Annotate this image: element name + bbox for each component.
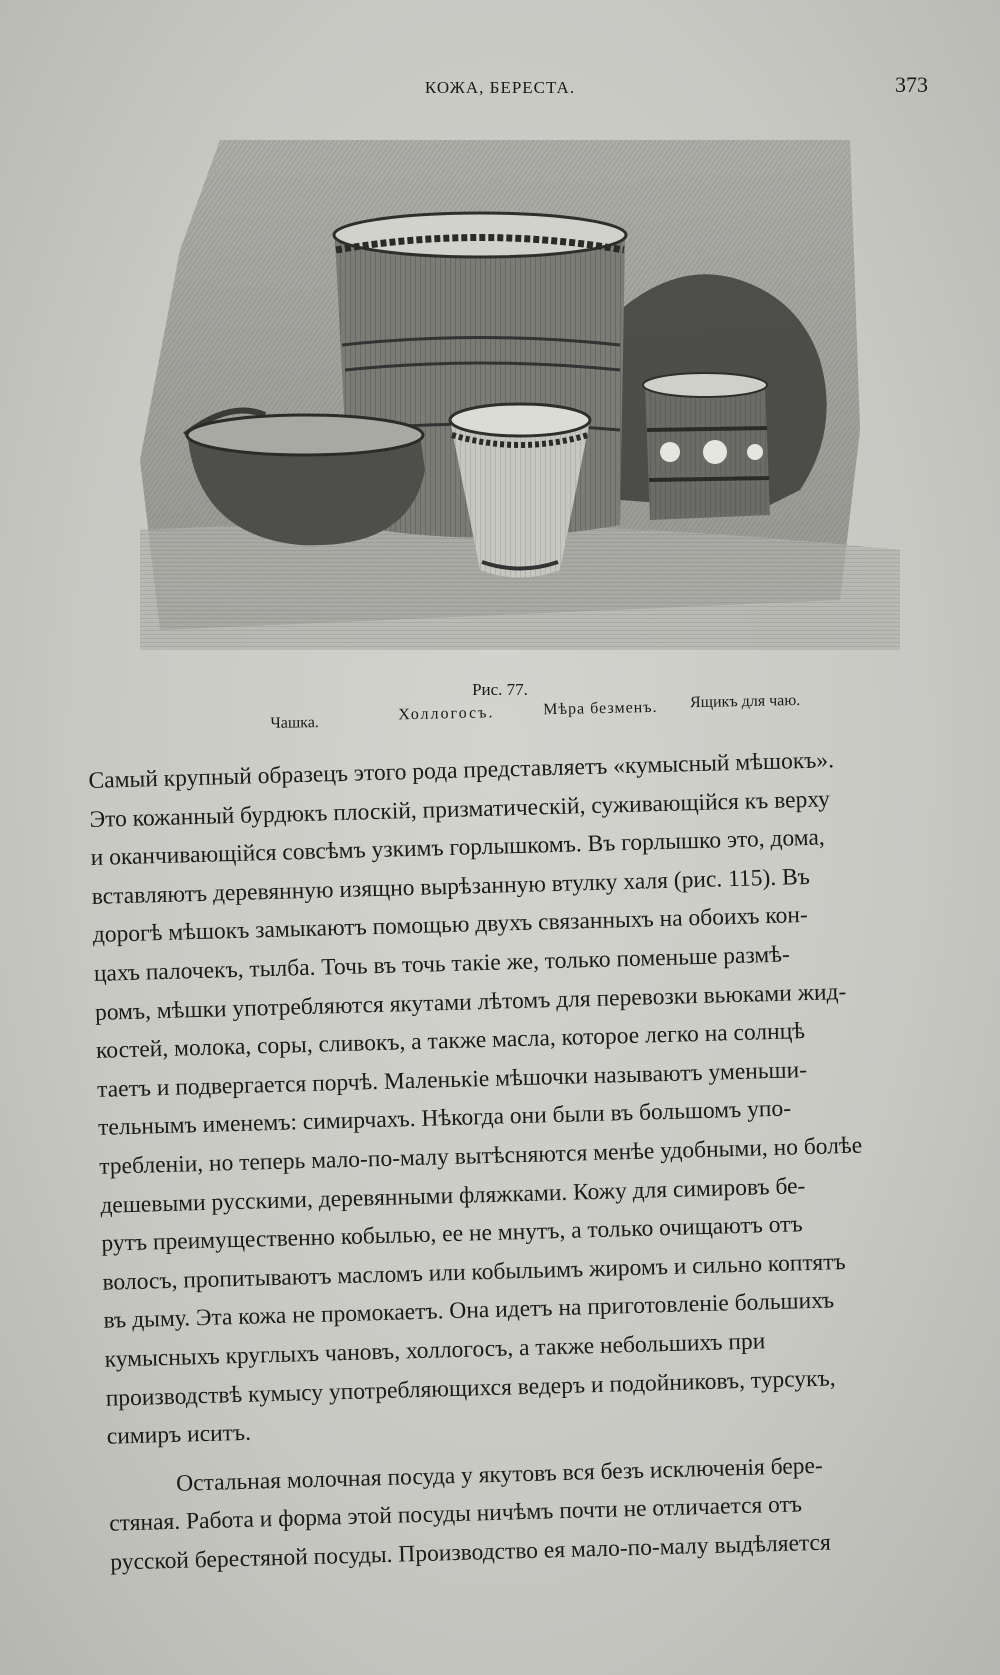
text-line: таетъ и подвергается порчѣ. Маленькіе мѣшочки называютъ уменьши- xyxy=(96,1056,808,1103)
tea-box-vessel xyxy=(643,373,770,520)
text-line: волосъ, пропитываютъ масломъ или кобыльимъ жиромъ и сильно коптятъ xyxy=(102,1248,846,1296)
text-line: рутъ преимущественно кобылью, ее не мнутъ, а только очищаютъ отъ xyxy=(101,1211,803,1257)
text-line: дорогѣ мѣшокъ замыкаютъ помощью двухъ связанныхъ на обоихъ кон- xyxy=(92,902,809,949)
text-line: стяная. Работа и форма этой посуды ничѣмъ почти не отличается отъ xyxy=(108,1491,803,1537)
caption-tea-box: Ящикъ для чаю. xyxy=(689,691,801,712)
text-line: симиръ иситъ. xyxy=(106,1419,252,1450)
engraving-figure xyxy=(140,130,900,675)
paragraph-1 xyxy=(88,738,967,1456)
text-line: костей, молока, соры, сливокъ, а также масла, которое легко на солнцѣ xyxy=(95,1018,806,1065)
text-line: русской берестяной посуды. Производство ея мало-по-малу выдѣляется xyxy=(109,1529,832,1576)
text-line: Это кожанный бурдюкъ плоскій, призматическій, суживающійся къ верху xyxy=(89,785,831,833)
text-line: требленіи, но теперь мало-по-малу вытѣсняются менѣе удобными, но болѣе xyxy=(98,1132,863,1180)
text-line: Самый крупный образецъ этого рода представляетъ «кумысный мѣшокъ». xyxy=(88,747,835,794)
text-line: производствѣ кумысу употребляющихся ведеръ и подойниковъ, турсукъ, xyxy=(105,1364,836,1412)
text-line: тельнымъ именемъ: симирчахъ. Нѣкогда они были въ большомъ упо- xyxy=(97,1095,792,1142)
text-line: кумысныхъ круглыхъ чановъ, холлогосъ, а также небольшихъ при xyxy=(104,1328,766,1373)
page-number: 373 xyxy=(895,72,928,97)
figure-number: Рис. 77. xyxy=(472,680,528,699)
text-line: ромъ, мѣшки употребляются якутами лѣтомъ для перевозки вьюками жид- xyxy=(94,978,847,1026)
body-text xyxy=(88,738,971,1582)
text-line: Остальная молочная посуда у якутовъ вся безъ исключенія бере- xyxy=(175,1452,824,1497)
text-line: въ дыму. Эта кожа не промокаетъ. Она идетъ на приготовленіе большихъ xyxy=(103,1287,835,1335)
caption-kholologos: Холлогосъ. xyxy=(398,704,495,724)
text-line: и оканчивающійся совсѣмъ узкимъ горлышкомъ. Въ горлышко это, дома, xyxy=(90,824,826,872)
text-line: вставляютъ деревянную изящно вырѣзанную втулку халя (рис. 115). Въ xyxy=(91,863,811,910)
caption-measure: Мѣра безменъ. xyxy=(542,698,658,719)
paragraph-2 xyxy=(108,1442,971,1582)
text-line: дешевыми русскими, деревянными фляжками. Кожу для симировъ бе- xyxy=(100,1172,806,1219)
engraving-illustration xyxy=(140,130,900,675)
text-line: цахъ палочекъ, тылба. Точь въ точь такіе же, только поменьше размѣ- xyxy=(93,941,791,987)
caption-cup: Чашка. xyxy=(270,713,320,732)
running-head: КОЖА, БЕРЕСТА. xyxy=(424,78,576,97)
